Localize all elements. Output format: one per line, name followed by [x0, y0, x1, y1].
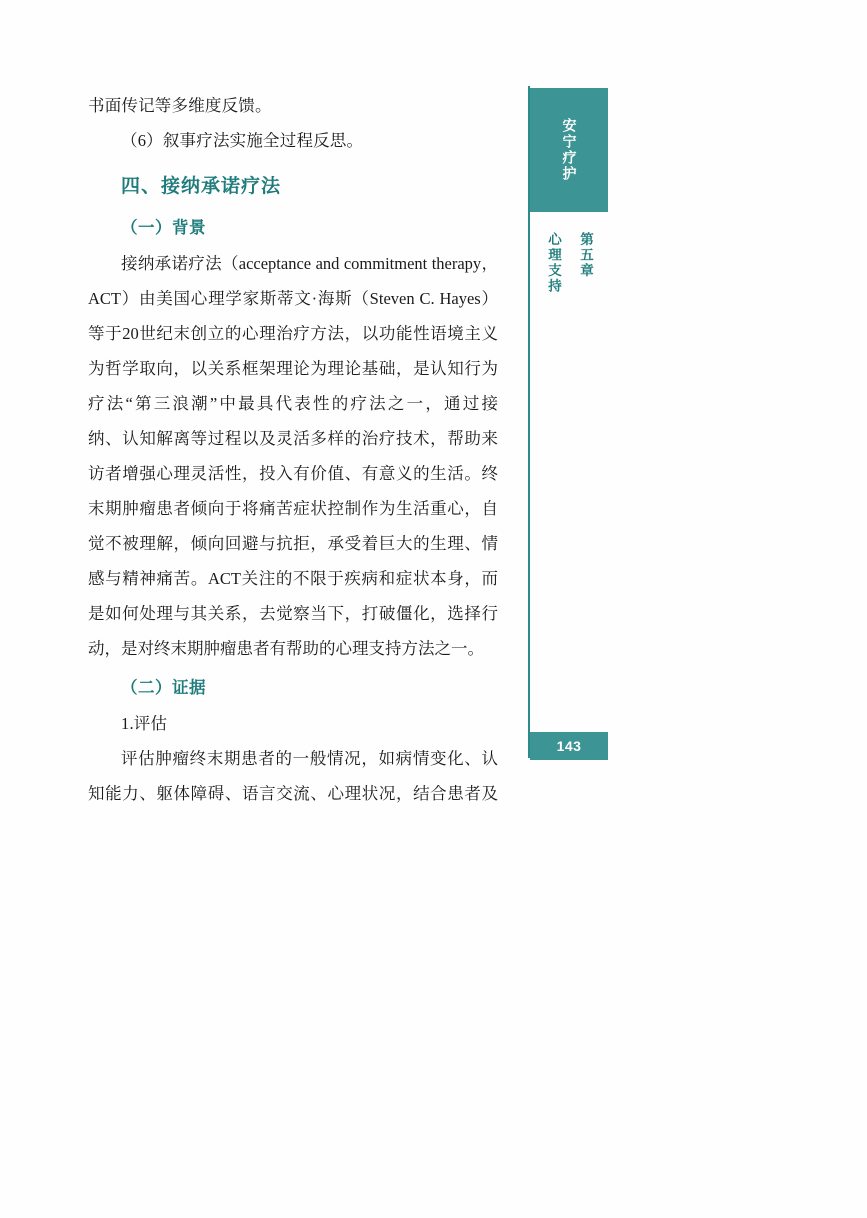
paragraph-line: 疗法“第三浪潮”中最具代表性的疗法之一，通过接	[88, 394, 498, 413]
side-chapter-number: 第五章	[578, 232, 593, 279]
page-text-column	[88, 88, 498, 811]
section-heading-sub-evidence: （二）证据	[121, 679, 206, 697]
side-tab-label: 安宁疗护	[561, 118, 578, 182]
page-number-badge: 143	[530, 732, 608, 760]
paragraph-line: 为哲学取向，以关系框架理论为理论基础，是认知行为	[88, 359, 498, 378]
paragraph-line: 知能力、躯体障碍、语言交流、心理状况，结合患者及	[88, 784, 498, 803]
paragraph-assessment	[88, 741, 498, 811]
paragraph-line: 纳、认知解离等过程以及灵活多样的治疗技术，帮助来	[88, 429, 498, 448]
paragraph-line: 访者增强心理灵活性，投入有价值、有意义的生活。终	[88, 464, 498, 483]
paragraph-line: 接纳承诺疗法（acceptance and commitment therapy，	[121, 254, 498, 273]
side-chapter-title: 心理支持	[546, 232, 561, 294]
side-chapter-marker	[530, 232, 608, 294]
subheading-assessment: 1.评估	[121, 714, 168, 733]
paragraph-line: 末期肿瘤患者倾向于将痛苦症状控制作为生活重心，自	[88, 499, 498, 518]
section-heading-main: 四、接纳承诺疗法	[121, 176, 282, 197]
body-line-2: （6）叙事疗法实施全过程反思。	[121, 131, 364, 150]
paragraph-act-background	[88, 246, 498, 666]
paragraph-line: 动，是对终末期肿瘤患者有帮助的心理支持方法之一。	[88, 639, 484, 658]
paragraph-line: 评估肿瘤终末期患者的一般情况，如病情变化、认	[121, 749, 498, 768]
side-tab-block	[530, 88, 608, 212]
paragraph-line: ACT）由美国心理学家斯蒂文·海斯（Steven C. Hayes）	[88, 289, 498, 308]
body-line-1: 书面传记等多维度反馈。	[88, 96, 272, 115]
paragraph-line: 是如何处理与其关系，去觉察当下，打破僵化，选择行	[88, 604, 498, 623]
paragraph-line: 等于20世纪末创立的心理治疗方法，以功能性语境主义	[88, 324, 498, 343]
section-heading-sub-background: （一）背景	[121, 219, 206, 237]
paragraph-line: 觉不被理解，倾向回避与抗拒，承受着巨大的生理、情	[88, 534, 498, 553]
paragraph-line: 感与精神痛苦。ACT关注的不限于疾病和症状本身，而	[88, 569, 498, 588]
